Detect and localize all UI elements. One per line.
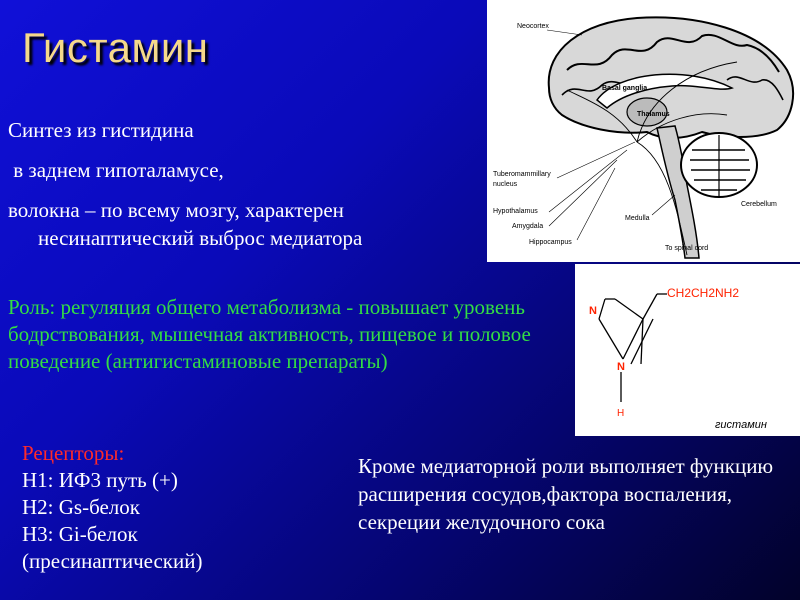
histamine-formula-svg xyxy=(575,264,800,436)
receptors-block xyxy=(22,440,322,575)
atom-h: H xyxy=(617,408,625,419)
formula-caption: гистамин xyxy=(715,419,767,431)
atom-n-top: N xyxy=(589,305,597,317)
label-hypothalamus: Hypothalamus xyxy=(493,208,538,215)
label-medulla: Medulla xyxy=(625,215,650,222)
label-neocortex: Neocortex xyxy=(517,23,549,30)
synthesis-line-2: в заднем гипоталамусе, xyxy=(8,158,224,182)
label-cerebellum: Cerebellum xyxy=(741,201,777,208)
label-basal-ganglia: Basal ganglia xyxy=(602,85,648,92)
synthesis-line-1: Синтез из гистидина xyxy=(8,118,194,142)
label-thalamus: Thalamus xyxy=(637,111,670,118)
label-amygdala: Amygdala xyxy=(512,223,544,230)
label-hippocampus: Hippocampus xyxy=(529,239,572,246)
label-nucleus: nucleus xyxy=(493,181,518,188)
other-functions-text: Кроме медиаторной роли выполняет функцию расширения сосудов,фактора воспаления, секреции желудочного сока xyxy=(358,454,774,534)
receptor-h2: H2: Gs-белок xyxy=(22,495,140,519)
role-text: Роль: регуляция общего метаболизма - повышает уровень бодрствования, мышечная активность, пищевое и половое поведение (антигистаминовые препараты) xyxy=(8,295,531,373)
slide-title: Гистамин xyxy=(22,24,209,71)
receptor-h3: H3: Gi-белок xyxy=(22,522,138,546)
label-spinal-cord: To spinal cord xyxy=(665,245,709,252)
synthesis-line-3: волокна – по всему мозгу, характерен несинаптический выброс медиатора xyxy=(8,198,363,250)
atom-n-bottom: N xyxy=(617,361,625,373)
receptor-h1: H1: ИФ3 путь (+) xyxy=(22,468,178,492)
brain-illustration xyxy=(487,0,800,262)
histamine-structure xyxy=(575,264,800,436)
synthesis-text xyxy=(8,116,478,264)
receptor-h3-note: (пресинаптический) xyxy=(22,549,203,573)
brain-diagram xyxy=(487,0,800,262)
label-tuberomammillary: Tuberomammillary xyxy=(493,171,551,178)
substituent-chain: CH2CH2NH2 xyxy=(667,286,740,300)
receptors-heading: Рецепторы: xyxy=(22,441,125,465)
